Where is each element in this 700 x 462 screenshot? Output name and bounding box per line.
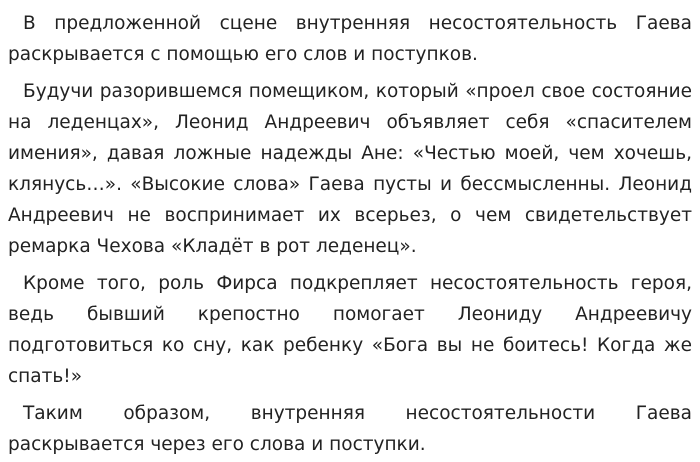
paragraph-intro: В предложенной сцене внутренняя несостоятельность Гаева раскрывается с помощью его слов и поступков. xyxy=(8,13,692,65)
paragraph-firs: Кроме того, роль Фирса подкрепляет несостоятельность героя, ведь бывший крепостно помогает Леониду Андреевичу подготовиться ко сну, как ребенку «Бога вы не боитесь! Когда же спать!» xyxy=(8,273,692,387)
paragraph-argument: Будучи разорившемся помещиком, который «проел свое состояние на леденцах», Леонид Андреевич объявляет себя «спасителем имения», давая ложные надежды Ане: «Честью моей, чем хочешь, клянусь…». «Высокие слова» Гаева пусты и бессмысленны. Леонид Андреевич не воспринимает их всерьез, о чем свидетельствует ремарка Чехова «Кладёт в рот леденец». xyxy=(8,81,692,257)
paragraph-conclusion: Таким образом, внутренняя несостоятельности Гаева раскрывается через его слова и поступки. xyxy=(8,403,692,455)
